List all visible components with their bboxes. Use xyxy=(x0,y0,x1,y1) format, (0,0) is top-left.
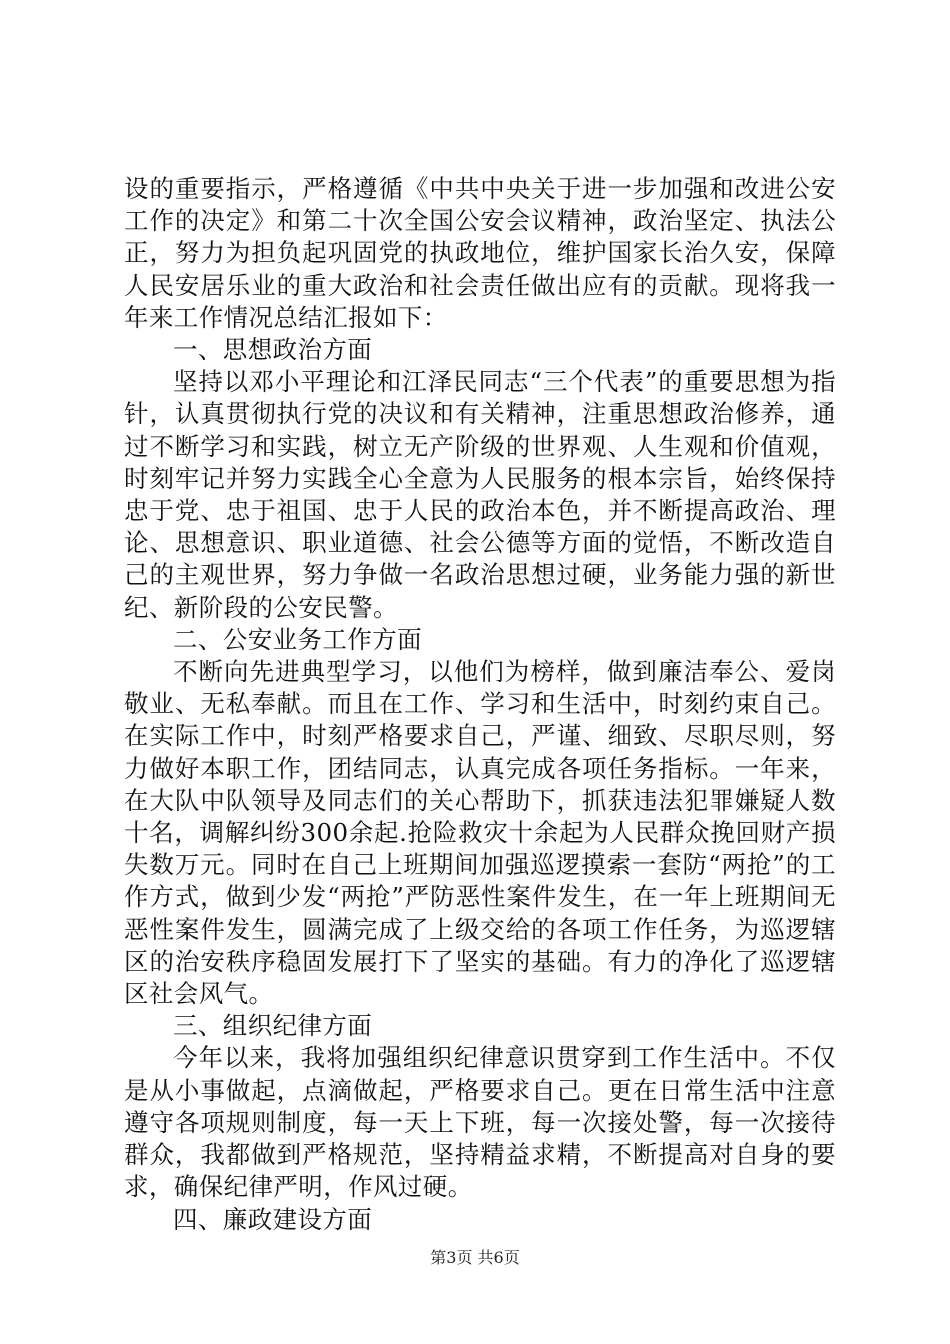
document-body xyxy=(124,173,836,1236)
intro-paragraph: 设的重要指示，严格遵循《中共中央关于进一步加强和改进公安工作的决定》和第二十次全国公安会议精神，政治坚定、执法公正，努力为担负起巩固党的执政地位，维护国家长治久安，保障人民安居乐业的重大政治和社会责任做出应有的贡献。现将我一年来工作情况总结汇报如下： xyxy=(124,174,836,332)
section-heading-discipline: 三、组织纪律方面 xyxy=(173,1011,373,1041)
police-work-paragraph: 不断向先进典型学习，以他们为榜样，做到廉洁奉公、爱岗敬业、无私奉献。而且在工作、学习和生活中，时刻约束自己。在实际工作中，时刻严格要求自己，严谨、细致、尽职尽则，努力做好本职工作，团结同志，认真完成各项任务指标。一年来，在大队中队领导及同志们的关心帮助下，抓获违法犯罪嫌疑人数十名，调解纠纷300余起.抢险救灾十余起为人民群众挽回财产损失数万元。同时在自己上班期间加强巡逻摸索一套防“两抢”的工作方式，做到少发“两抢”严防恶性案件发生，在一年上班期间无恶性案件发生，圆满完成了上级交给的各项工作任务，为巡逻辖区的治安秩序稳固发展打下了坚实的基础。有力的净化了巡逻辖区社会风气。 xyxy=(124,657,836,1009)
section-heading-integrity: 四、廉政建设方面 xyxy=(173,1204,373,1234)
section-heading-police-work: 二、公安业务工作方面 xyxy=(173,624,422,654)
ideology-paragraph: 坚持以邓小平理论和江泽民同志“三个代表”的重要思想为指针，认真贯彻执行党的决议和有关精神，注重思想政治修养，通过不断学习和实践，树立无产阶级的世界观、人生观和价值观，时刻牢记并努力实践全心全意为人民服务的根本宗旨，始终保持忠于党、忠于祖国、忠于人民的政治本色，并不断提高政治、理论、思想意识、职业道德、社会公德等方面的觉悟，不断改造自己的主观世界，努力争做一名政治思想过硬，业务能力强的新世纪、新阶段的公安民警。 xyxy=(124,367,836,622)
section-heading-ideology: 一、思想政治方面 xyxy=(173,335,373,365)
page-number-footer: 第3页 共6页 xyxy=(430,1248,520,1267)
discipline-paragraph: 今年以来，我将加强组织纪律意识贯穿到工作生活中。不仅是从小事做起，点滴做起，严格要求自己。更在日常生活中注意遵守各项规则制度，每一天上下班，每一次接处警，每一次接待群众，我都做到严格规范，坚持精益求精，不断提高对自身的要求，确保纪律严明，作风过硬。 xyxy=(124,1043,836,1202)
